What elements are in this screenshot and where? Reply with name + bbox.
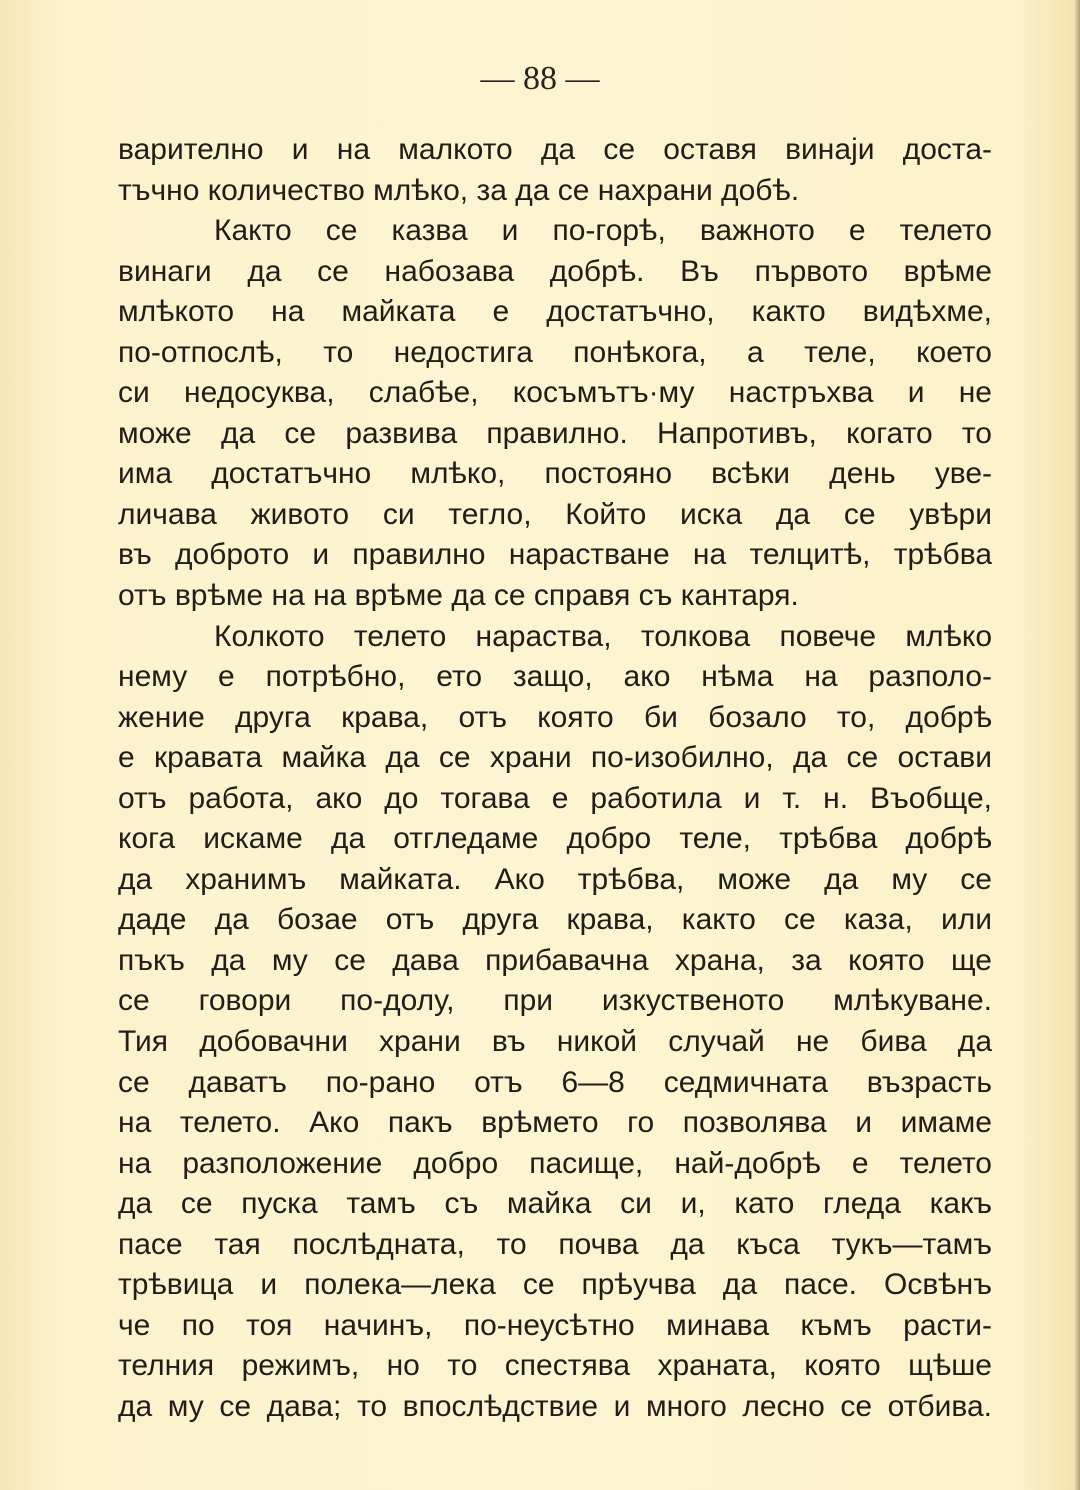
text-line: въ доброто и правилно нарастване на телцитѣ, трѣбва (118, 538, 992, 572)
text-line: да се пуска тамъ съ майка си и, като гледа какъ (118, 1187, 992, 1221)
text-line: на телето. Ако пакъ врѣмето го позволява и имаме (118, 1106, 992, 1140)
text-line: тъчно количество млѣко, за да се нахрани добѣ. (118, 173, 800, 207)
text-line: по-отпослѣ, то недостига понѣкога, а теле, което (118, 335, 992, 369)
text-line: млѣкото на майката е достатъчно, както видѣхме, (118, 295, 992, 329)
text-line: на разположение добро пасище, най-добрѣ е телето (118, 1146, 992, 1180)
text-line: жение друга крава, отъ която би бозало то, добрѣ (118, 700, 992, 734)
text-line: варително и на малкото да се оставя винаjи доста- (118, 133, 992, 166)
text-line: нему е потрѣбно, ето защо, ако нѣма на разполо- (118, 660, 992, 694)
text-line: винаги да се набозава добрѣ. Въ първото врѣме (118, 254, 992, 288)
text-line: има достатъчно млѣко, постояно всѣки день уве- (118, 457, 992, 491)
text-line: е кравата майка да се храни по-изобилно, да се остави (118, 741, 992, 775)
text-line: пасе тая послѣдната, то почва да къса тукъ—тамъ (118, 1227, 992, 1261)
text-line: трѣвица и полека—лека се прѣучва да пасе. Освѣнъ (118, 1268, 992, 1302)
body-text (118, 130, 992, 1428)
text-line: си недосуква, слабѣе, косъмътъ·му настръхва и не (118, 376, 992, 410)
text-line: че по тоя начинъ, по-неусѣтно минава къмъ расти- (118, 1308, 992, 1342)
text-line: Тия добовачни храни въ никой случай не бива да (118, 1025, 992, 1059)
text-line: даде да бозае отъ друга крава, както се каза, или (118, 903, 992, 937)
text-line: личава живото си тегло, Който иска да се увѣри (118, 497, 992, 531)
paragraph-start-line: Колкото телето нараства, толкова повече млѣко (214, 619, 992, 653)
text-line: кога искаме да отгледаме добро теле, трѣбва добрѣ (118, 822, 992, 856)
text-line: да хранимъ майката. Ако трѣбва, може да му се (118, 862, 992, 896)
paragraph-start-line: Както се казва и по-горѣ, важното е телето (214, 214, 992, 248)
text-line: телния режимъ, но то спестява храната, която щѣше (118, 1349, 992, 1383)
text-line: може да се развива правилно. Напротивъ, когато то (118, 416, 992, 450)
text-line: се говори по-долу, при изкуственото млѣкуване. (118, 984, 992, 1018)
text-line: отъ врѣме на на врѣме да се справя съ кантаря. (118, 579, 799, 613)
text-line: се даватъ по-рано отъ 6—8 седмичната възрасть (118, 1065, 992, 1099)
page-edge-shadow (1074, 0, 1080, 1490)
text-line: отъ работа, ако до тогава е работила и т. н. Въобще, (118, 781, 992, 815)
text-line: пъкъ да му се дава прибавачна храна, за която ще (118, 943, 992, 977)
page-number: — 88 — (480, 60, 600, 97)
text-line: да му се дава; то впослѣдствие и много лесно се отбива. (118, 1389, 992, 1423)
